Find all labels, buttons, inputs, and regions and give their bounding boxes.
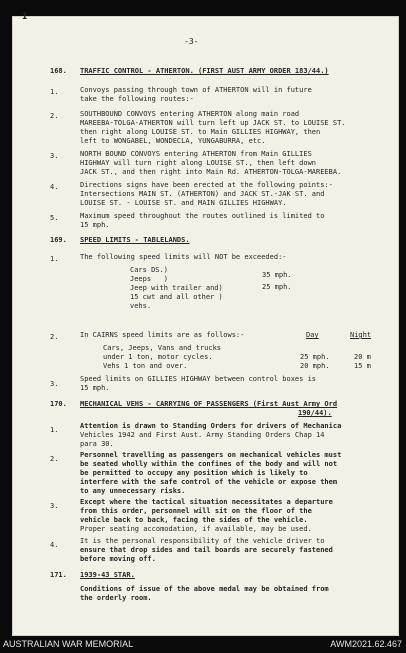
speed-table-value: 35 mph.: [262, 271, 292, 279]
item-line: MAREEBA-TOLGA-ATHERTON will turn left up JACK ST. to LOUISE ST.: [80, 119, 346, 127]
section-168-title: TRAFFIC CONTROL - ATHERTON. (FIRST AUST ARMY ORDER 183/44.): [80, 67, 329, 75]
item-line: be permitted to occupy any position which is likely to: [80, 469, 308, 477]
item-line: 15 mph.: [80, 384, 110, 392]
item-line: to any unnecessary risks.: [80, 487, 186, 495]
speed-table-value: 25 mph.: [262, 283, 292, 291]
item-line: 15 mph.: [80, 221, 110, 229]
item-line: then right along LOUISE ST. to Main GILLIES HIGHWAY, then: [80, 128, 321, 136]
speed-table-label: Cars DS.): [130, 266, 168, 274]
item-line: from this order, personnel will sit on the floor of the: [80, 507, 312, 515]
section-169-title: SPEED LIMITS - TABLELANDS.: [80, 236, 190, 244]
footer-bar: [0, 636, 406, 653]
item-line: Intersections MAIN ST. (ATHERTON) and JACK ST.-JAK ST. and: [80, 190, 325, 198]
item-line: JACK ST., and then right into Main Rd. ATHERTON-TOLGA-MAREEBA.: [80, 168, 342, 176]
item-line: Attention is drawn to Standing Orders for drivers of Mechanica: [80, 422, 342, 430]
item-line: Convoys passing through town of ATHERTON will in future: [80, 86, 312, 94]
item-line: In CAIRNS speed limits are as follows:-: [80, 331, 245, 339]
item-line: Except where the tactical situation necessitates a departure: [80, 498, 333, 506]
day-column-header: Day: [306, 331, 319, 339]
item-line: before moving off.: [80, 555, 156, 563]
item-line: be seated wholly within the confines of the body and will not: [80, 460, 338, 468]
speed-table-label: Jeeps ): [130, 275, 168, 283]
item-number: 2.: [50, 333, 59, 341]
item-number: 1.: [50, 88, 59, 96]
item-line: It is the personal responsibility of the vehicle driver to: [80, 537, 325, 545]
item-number: 3.: [50, 380, 59, 388]
section-170-title-continued: 190/44).: [298, 409, 332, 417]
cairns-table-night: 15 m: [354, 362, 371, 370]
speed-table-label: Jeep with trailer and): [130, 284, 223, 292]
cairns-table-label: Vehs 1 ton and over.: [103, 362, 188, 370]
footer-accession-id: AWM2021.62.467: [330, 639, 402, 649]
item-line: Conditions of issue of the above medal may be obtained from: [80, 585, 329, 593]
night-column-header: Night: [350, 331, 372, 339]
item-line: Personnel travelling as passengers on mechanical vehicles must: [80, 451, 342, 459]
item-line: The following speed limits will NOT be exceeded:-: [80, 253, 287, 261]
item-line: interfere with the safe control of the vehicle or expose them: [80, 478, 338, 486]
item-number: 1.: [50, 426, 59, 434]
item-line: Vehicles 1942 and First Aust. Army Standing Orders Chap 14: [80, 431, 325, 439]
item-number: 2.: [50, 112, 59, 120]
item-line: Directions signs have been erected at the following points:-: [80, 181, 333, 189]
item-number: 5.: [50, 214, 59, 222]
speed-table-label: vehs.: [130, 302, 152, 310]
item-number: 4.: [50, 183, 59, 191]
cairns-table-night: 20 m: [354, 353, 371, 361]
section-170-title: MECHANICAL VEHS - CARRYING OF PASSENGERS (First Aust Army Ord: [80, 400, 338, 408]
item-line: take the following routes:-: [80, 95, 194, 103]
item-line: HIGHWAY will turn right along LOUISE ST., then left down: [80, 159, 317, 167]
footer-institution: AUSTRALIAN WAR MEMORIAL: [3, 639, 134, 649]
item-line: left to WONGABEL, WONDECLA, YUNGABURRA, etc.: [80, 137, 266, 145]
item-line: para 30.: [80, 440, 114, 448]
item-number: 3.: [50, 152, 59, 160]
section-168-number: 168.: [50, 67, 67, 75]
cairns-table-label: Cars, Jeeps, Vans and trucks: [103, 344, 222, 352]
item-number: 3.: [50, 502, 59, 510]
item-line: NORTH BOUND CONVOYS entering ATHERTON from Main GILLIES: [80, 150, 312, 158]
item-number: 4.: [50, 541, 59, 549]
cairns-table-day: 25 mph.: [300, 353, 330, 361]
page-number: -3-: [184, 37, 199, 46]
item-line: SOUTHBOUND CONVOYS entering ATHERTON along main road: [80, 110, 300, 118]
item-line: the orderly room.: [80, 594, 152, 602]
item-line: Maximum speed throughout the routes outlined is limited to: [80, 212, 325, 220]
section-171-title: 1939-43 STAR.: [80, 571, 135, 579]
section-170-number: 170.: [50, 400, 67, 408]
item-line: Proper seating accomodation, if available, may be used.: [80, 525, 312, 533]
cairns-table-label: under 1 ton, motor cycles.: [103, 353, 213, 361]
speed-table-label: 15 cwt and all other ): [130, 293, 223, 301]
item-number: 1.: [50, 255, 59, 263]
item-line: vehicle back to back, facing the sides of the vehicle.: [80, 516, 308, 524]
item-number: 2.: [50, 455, 59, 463]
item-line: ensure that drop sides and tail boards are securely fastened: [80, 546, 333, 554]
corner-mark: I: [22, 12, 28, 22]
section-171-number: 171.: [50, 571, 67, 579]
item-line: LOUISE ST. - LOUISE ST. and MAIN GILLIES HIGHWAY.: [80, 199, 287, 207]
section-169-number: 169.: [50, 236, 67, 244]
item-line: Speed limits on GILLIES HIGHWAY between control boxes is: [80, 375, 317, 383]
cairns-table-day: 20 mph.: [300, 362, 330, 370]
